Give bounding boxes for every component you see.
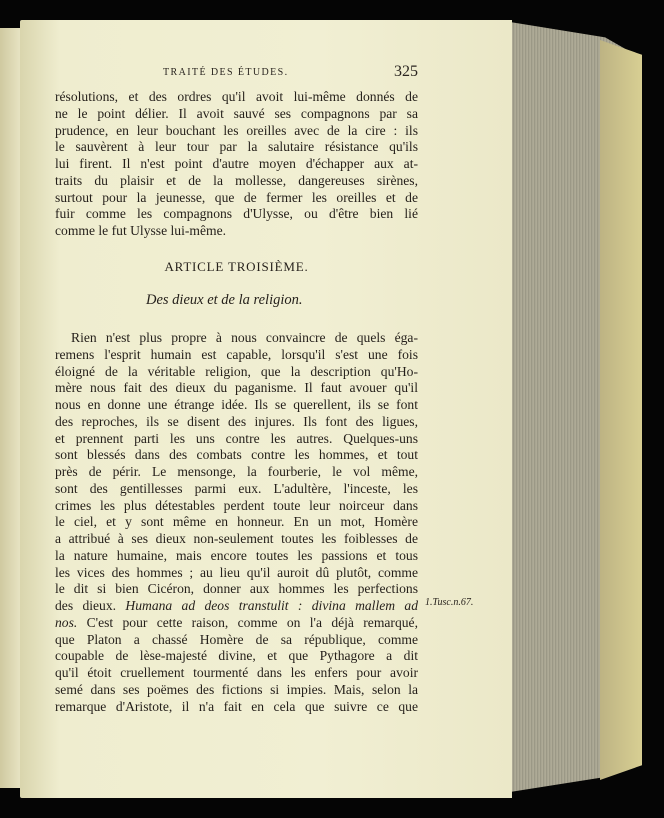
latin-quote: Humana ad deos transtulit : divina mallem ad bbox=[125, 598, 419, 613]
running-title: TRAITÉ DES ÉTUDES. bbox=[163, 67, 289, 78]
book-cover-edge bbox=[600, 40, 642, 780]
text-line: semé dans ses poëmes des fictions si impies. Mais, selon la bbox=[55, 681, 418, 697]
paragraph-1 bbox=[55, 89, 418, 240]
text-line: les vices des hommes ; au lieu qu'il auroit dû plutôt, comme bbox=[55, 564, 418, 580]
text-line: remens l'esprit humain est capable, lorsqu'il s'est une fois bbox=[55, 346, 418, 362]
text-line: le ciel, et y sont même en honneur. En un mot, Homère bbox=[55, 514, 418, 530]
line-text: C'est pour cette raison, comme on l'a déjà remarqué, bbox=[86, 614, 418, 630]
article-subtitle: Des dieux et de la religion. bbox=[146, 292, 303, 308]
text-line: sont des gentillesses parmi eux. L'adultère, l'inceste, les bbox=[55, 480, 418, 496]
text-line: sont blessés dans des combats contre les hommes, et tout bbox=[55, 447, 418, 463]
latin-quote-end: nos. bbox=[55, 614, 78, 630]
text-line: que Platon a chassé Homère de sa république, comme bbox=[55, 631, 418, 647]
text-line: lui firent. Il n'est point d'autre moyen d'échapper aux at- bbox=[55, 156, 418, 171]
paragraph-2 bbox=[55, 330, 418, 715]
text-line: éloigné de la véritable religion, que la description qu'Ho- bbox=[55, 363, 418, 379]
text-line bbox=[55, 615, 418, 632]
text-line: nous en donne une étrange idée. Ils se querellent, ils se font bbox=[55, 397, 418, 412]
text-line bbox=[55, 598, 418, 615]
text-line: Rien n'est plus propre à nous convaincre de quels éga- bbox=[71, 330, 418, 345]
text-line: a attribué à ses dieux non-seulement toutes les foiblesses de bbox=[55, 531, 418, 546]
line-text: des dieux. bbox=[55, 598, 117, 613]
text-line: le dit si bien Cicéron, donner aux hommes les perfections bbox=[55, 581, 418, 597]
text-line: et prennent parti les uns contre les autres. Quelques-uns bbox=[55, 430, 418, 446]
text-line: remarque d'Aristote, il n'a fait en cela que suivre ce que bbox=[55, 698, 418, 714]
article-title: ARTICLE TROISIÈME. bbox=[164, 259, 309, 274]
text-line: qu'il étoit cruellement tourmenté dans les enfers pour avoir bbox=[55, 665, 418, 680]
text-line: coupable de lèse-majesté divine, et que Pythagore a dit bbox=[55, 648, 418, 664]
text-line: traits du plaisir et de la mollesse, dangereuses sirènes, bbox=[55, 172, 418, 188]
text-line: crimes les plus détestables perdent toute leur noirceur dans bbox=[55, 497, 418, 513]
text-line: comme le fut Ulysse lui-même. bbox=[55, 223, 227, 238]
text-line: prudence, en leur bouchant les oreilles avec de la cire : ils bbox=[55, 122, 418, 138]
facing-page-edge bbox=[0, 28, 20, 788]
text-line: surtout pour la jeunesse, que de fermer les oreilles et de bbox=[55, 189, 418, 205]
page-header bbox=[55, 64, 418, 82]
text-line: la nature humaine, mais encore toutes les passions et tous bbox=[55, 547, 418, 563]
margin-note: 1.Tusc.n.67. bbox=[425, 597, 474, 608]
text-line: ne le point délier. Il avoit sauvé ses compagnons par sa bbox=[55, 105, 418, 121]
text-line: mère nous fait des dieux du paganisme. Il faut avouer qu'il bbox=[55, 380, 418, 396]
text-line: fuir comme les compagnons d'Ulysse, ou d'être bien lié bbox=[55, 206, 418, 222]
page-number: 325 bbox=[394, 63, 418, 80]
text-line: le sauvèrent à leur tour par la salutaire résistance qu'ils bbox=[55, 139, 418, 155]
text-line: près de périr. Le mensonge, la fourberie, le vol même, bbox=[55, 464, 418, 479]
text-line: des reproches, ils se disent des injures. Ils font des ligues, bbox=[55, 413, 418, 429]
text-line: résolutions, et des ordres qu'il avoit lui-même donnés de bbox=[55, 89, 418, 104]
